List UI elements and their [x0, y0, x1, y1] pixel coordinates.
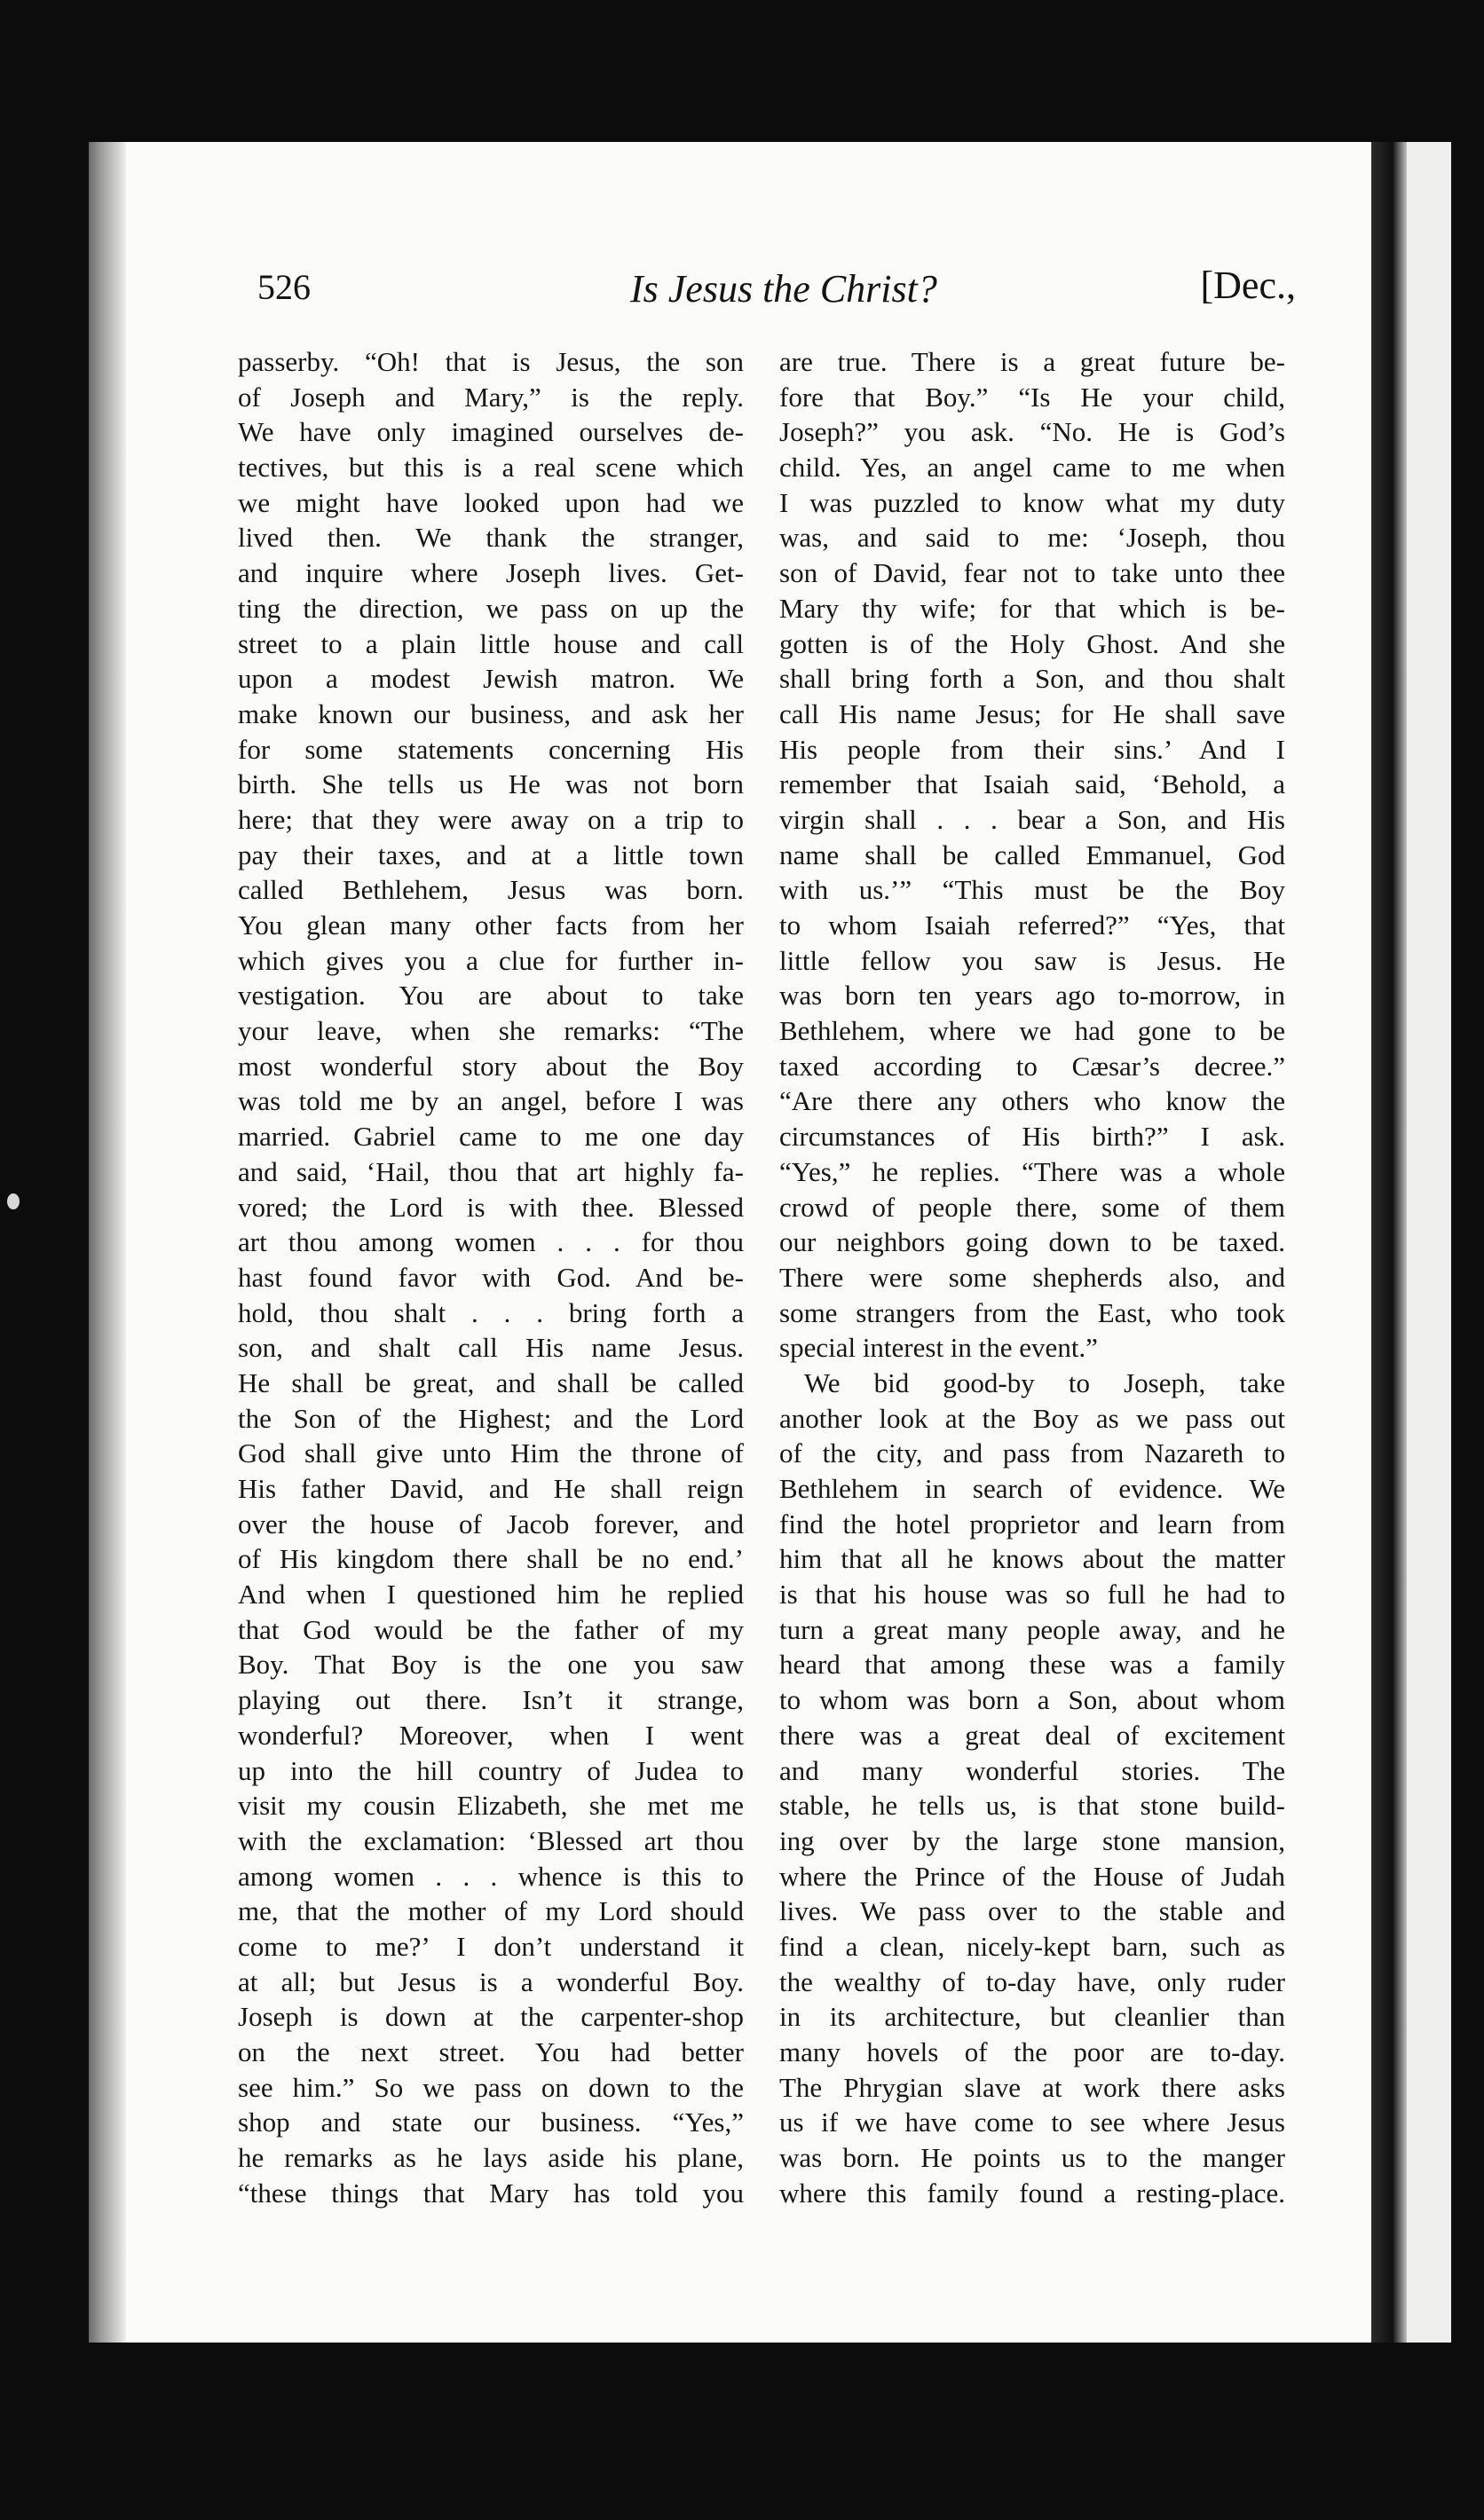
text-line: You glean many other facts from her [238, 910, 744, 941]
text-line: There were some shepherds also, and [779, 1261, 1285, 1293]
text-line: son of David, fear not to take unto thee [779, 557, 1285, 589]
text-line: God shall give unto Him the throne of [238, 1437, 744, 1469]
text-line: where the Prince of the House of Judah [779, 1860, 1285, 1892]
text-line: which gives you a clue for further in- [238, 944, 744, 976]
header-date: [Dec., [1200, 264, 1296, 307]
text-line: and inquire where Joseph lives. Get- [238, 557, 744, 589]
text-line: among women . . . whence is this to [238, 1860, 744, 1892]
text-line: up into the hill country of Judea to [238, 1754, 744, 1786]
text-line: son, and shalt call His name Jesus. [238, 1332, 744, 1364]
left-column [238, 344, 744, 2210]
text-line: your leave, when she remarks: “The [238, 1015, 744, 1047]
text-line: is that his house was so full he had to [779, 1579, 1285, 1610]
text-line: and said, ‘Hail, thou that art highly fa- [238, 1155, 744, 1187]
text-line: We have only imagined ourselves de- [238, 416, 744, 448]
text-line: of Joseph and Mary,” is the reply. [238, 381, 744, 413]
text-line: We bid good-by to Joseph, take [804, 1366, 1285, 1398]
text-line: street to a plain little house and call [238, 627, 744, 659]
text-line: “Are there any others who know the [779, 1085, 1285, 1117]
text-line: fore that Boy.” “Is He your child, [779, 381, 1285, 413]
text-line: Mary thy wife; for that which is be- [779, 592, 1285, 624]
text-line: find the hotel proprietor and learn from [779, 1508, 1285, 1540]
text-line: to whom was born a Son, about whom [779, 1684, 1285, 1716]
text-line: He shall be great, and shall be called [238, 1366, 744, 1398]
text-line: me, that the mother of my Lord should [238, 1895, 744, 1927]
text-line: gotten is of the Holy Ghost. And she [779, 627, 1285, 659]
text-line: was, and said to me: ‘Joseph, thou [779, 522, 1285, 554]
text-line: he remarks as he lays aside his plane, [238, 2142, 744, 2174]
text-line: some strangers from the East, who took [779, 1296, 1285, 1328]
text-line: most wonderful story about the Boy [238, 1050, 744, 1082]
text-line: heard that among these was a family [779, 1649, 1285, 1681]
text-line: vestigation. You are about to take [238, 980, 744, 1012]
text-line: name shall be called Emmanuel, God [779, 839, 1285, 870]
text-line: vored; the Lord is with thee. Blessed [238, 1191, 744, 1223]
text-line: the wealthy of to-day have, only ruder [779, 1965, 1285, 1997]
text-line: Joseph is down at the carpenter-shop [238, 2001, 744, 2033]
text-line: art thou among women . . . for thou [238, 1226, 744, 1258]
text-line: are true. There is a great future be- [779, 346, 1285, 377]
text-line: called Bethlehem, Jesus was born. [238, 874, 744, 906]
text-line: us if we have come to see where Jesus [779, 2107, 1285, 2138]
text-line: where this family found a resting-place. [779, 2177, 1285, 2209]
text-line: was born. He points us to the manger [779, 2142, 1285, 2174]
text-line: circumstances of His birth?” I ask. [779, 1121, 1285, 1153]
text-line: little fellow you saw is Jesus. He [779, 944, 1285, 976]
text-line: child. Yes, an angel came to me when [779, 452, 1285, 484]
page-binding-edge [89, 142, 126, 2343]
text-line: I was puzzled to know what my duty [779, 486, 1285, 518]
text-line: Boy. That Boy is the one you saw [238, 1649, 744, 1681]
text-line: of His kingdom there shall be no end.’ [238, 1543, 744, 1575]
text-line: crowd of people there, some of them [779, 1191, 1285, 1223]
text-line: lived then. We thank the stranger, [238, 522, 744, 554]
text-line: stable, he tells us, is that stone build- [779, 1790, 1285, 1822]
text-line: there was a great deal of excitement [779, 1719, 1285, 1751]
page-header [257, 266, 1296, 319]
text-line: hast found favor with God. And be- [238, 1261, 744, 1293]
text-line: turn a great many people away, and he [779, 1613, 1285, 1645]
text-line: find a clean, nicely-kept barn, such as [779, 1930, 1285, 1962]
text-line: we might have looked upon had we [238, 486, 744, 518]
text-line: The Phrygian slave at work there asks [779, 2071, 1285, 2103]
text-line: ting the direction, we pass on up the [238, 592, 744, 624]
text-line: was told me by an angel, before I was [238, 1085, 744, 1117]
scan-speck [7, 1193, 20, 1209]
text-line: hold, thou shalt . . . bring forth a [238, 1296, 744, 1328]
text-line: in its architecture, but cleanlier than [779, 2001, 1285, 2033]
text-line: was born ten years ago to-morrow, in [779, 980, 1285, 1012]
text-line: His father David, and He shall reign [238, 1473, 744, 1504]
text-line: wonderful? Moreover, when I went [238, 1719, 744, 1751]
text-line: of the city, and pass from Nazareth to [779, 1437, 1285, 1469]
text-line: on the next street. You had better [238, 2036, 744, 2067]
text-line: playing out there. Isn’t it strange, [238, 1684, 744, 1716]
text-line: with the exclamation: ‘Blessed art thou [238, 1824, 744, 1856]
text-line: “these things that Mary has told you [238, 2177, 744, 2209]
text-line: call His name Jesus; for He shall save [779, 697, 1285, 729]
text-line: tectives, but this is a real scene which [238, 452, 744, 484]
text-line: lives. We pass over to the stable and [779, 1895, 1285, 1927]
text-line: the Son of the Highest; and the Lord [238, 1402, 744, 1434]
text-line: here; that they were away on a trip to [238, 803, 744, 835]
running-title: Is Jesus the Christ? [630, 267, 937, 311]
text-line: pay their taxes, and at a little town [238, 839, 744, 870]
text-line: our neighbors going down to be taxed. [779, 1226, 1285, 1258]
text-line: shall bring forth a Son, and thou shalt [779, 663, 1285, 695]
text-line: birth. She tells us He was not born [238, 768, 744, 800]
right-column [779, 344, 1285, 2210]
text-line: And when I questioned him he replied [238, 1579, 744, 1610]
text-line: shop and state our business. “Yes,” [238, 2107, 744, 2138]
text-line: special interest in the event.” [779, 1332, 1098, 1364]
text-line: Joseph?” you ask. “No. He is God’s [779, 416, 1285, 448]
text-line: see him.” So we pass on down to the [238, 2071, 744, 2103]
text-line: another look at the Boy as we pass out [779, 1402, 1285, 1434]
text-line: “Yes,” he replies. “There was a whole [779, 1155, 1285, 1187]
text-line: at all; but Jesus is a wonderful Boy. [238, 1965, 744, 1997]
text-line: Bethlehem in search of evidence. We [779, 1473, 1285, 1504]
text-line: His people from their sins.’ And I [779, 733, 1285, 765]
text-line: for some statements concerning His [238, 733, 744, 765]
text-line: Bethlehem, where we had gone to be [779, 1015, 1285, 1047]
text-line: make known our business, and ask her [238, 697, 744, 729]
text-line: to whom Isaiah referred?” “Yes, that [779, 910, 1285, 941]
text-line: virgin shall . . . bear a Son, and His [779, 803, 1285, 835]
text-line: come to me?’ I don’t understand it [238, 1930, 744, 1962]
text-line: many hovels of the poor are to-day. [779, 2036, 1285, 2067]
text-line: married. Gabriel came to me one day [238, 1121, 744, 1153]
text-line: remember that Isaiah said, ‘Behold, a [779, 768, 1285, 800]
text-line: and many wonderful stories. The [779, 1754, 1285, 1786]
page-right-shadow [1371, 142, 1407, 2343]
text-line: taxed according to Cæsar’s decree.” [779, 1050, 1285, 1082]
text-line: visit my cousin Elizabeth, she met me [238, 1790, 744, 1822]
text-line: upon a modest Jewish matron. We [238, 663, 744, 695]
text-line: that God would be the father of my [238, 1613, 744, 1645]
text-line: passerby. “Oh! that is Jesus, the son [238, 346, 744, 377]
next-page-edge [1407, 142, 1451, 2343]
text-line: over the house of Jacob forever, and [238, 1508, 744, 1540]
text-line: with us.’” “This must be the Boy [779, 874, 1285, 906]
text-line: ing over by the large stone mansion, [779, 1824, 1285, 1856]
text-line: him that all he knows about the matter [779, 1543, 1285, 1575]
page-number: 526 [257, 267, 311, 307]
